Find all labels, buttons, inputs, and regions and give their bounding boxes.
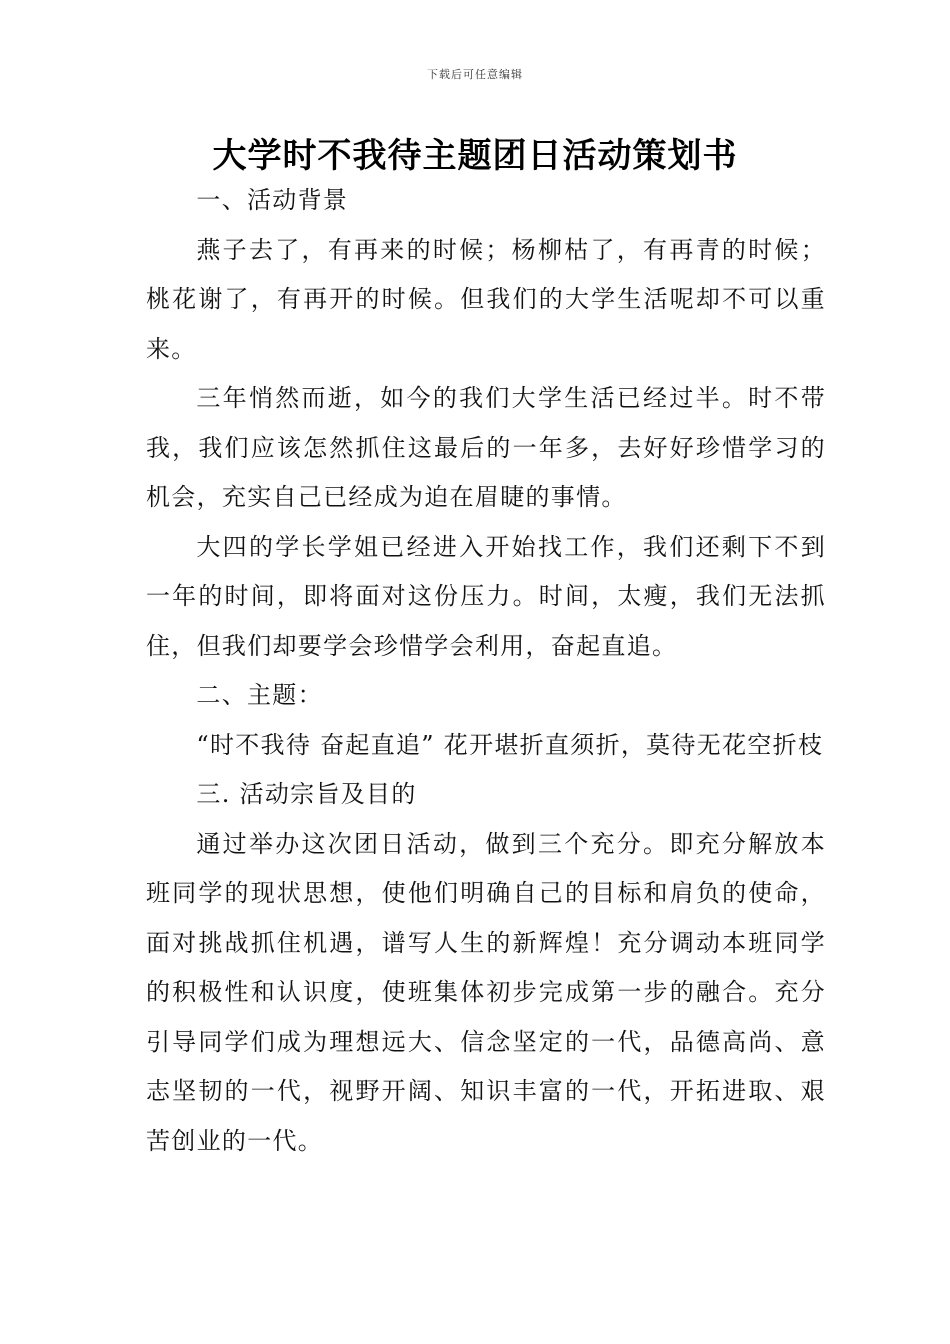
paragraph: 三年悄然而逝，如今的我们大学生活已经过半。时不带我，我们应该怎然抓住这最后的一年多，去好好珍惜学习的机会，充实自己已经成为迫在眉睫的事情。 — [146, 384, 826, 511]
header-note: 下载后可任意编辑 — [427, 68, 523, 81]
paragraph: 燕子去了，有再来的时候；杨柳枯了，有再青的时候；桃花谢了，有再开的时候。但我们的大学生活呢却不可以重来。 — [146, 235, 826, 363]
paragraph-theme: “时不我待 奋起直追” 花开堪折直须折，莫待无花空折枝 — [196, 730, 824, 759]
paragraph: 大四的学长学姐已经进入开始找工作，我们还剩下不到一年的时间，即将面对这份压力。时间，太瘦，我们无法抓住，但我们却要学会珍惜学会利用，奋起直追。 — [146, 532, 826, 660]
section-heading-theme: 二、主题： — [196, 681, 323, 709]
document-title: 大学时不我待主题团日活动策划书 — [212, 136, 738, 176]
section-heading-purpose: 三. 活动宗旨及目的 — [196, 780, 417, 808]
paragraph: 通过举办这次团日活动，做到三个充分。即充分解放本班同学的现状思想，使他们明确自己的目标和肩负的使命，面对挑战抓住机遇，谱写人生的新辉煌！充分调动本班同学的积极性和认识度，使班集体初步完成第一步的融合。充分引导同学们成为理想远大、信念坚定的一代，品德高尚、意志坚韧的一代，视野开阔、知识丰富的一代，开拓进取、艰苦创业的一代。 — [146, 829, 826, 1155]
section-heading-background: 一、活动背景 — [196, 186, 349, 214]
document-body — [146, 176, 826, 1166]
